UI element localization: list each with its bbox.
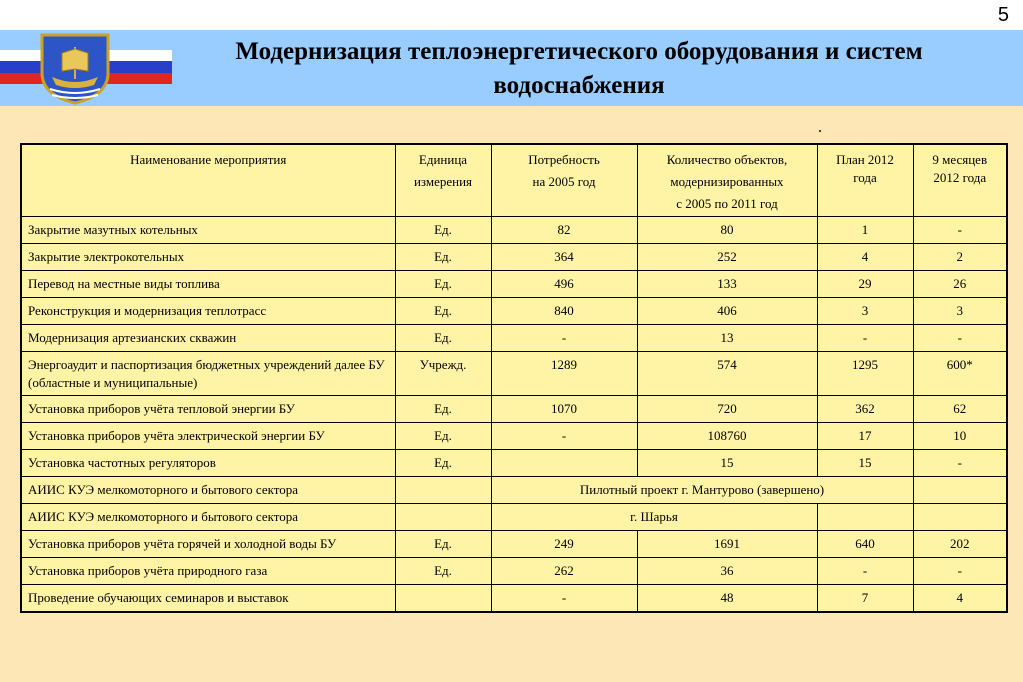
coat-of-arms-icon <box>38 33 112 105</box>
cell-need-2005: 82 <box>491 217 637 244</box>
table-row <box>21 450 1007 477</box>
cell-modernized: 133 <box>637 271 817 298</box>
cell-9-months: 26 <box>913 271 1007 298</box>
table-row-merged <box>21 477 1007 504</box>
cell-activity: Модернизация артезианских скважин <box>21 325 395 352</box>
modernization-table <box>20 143 1008 613</box>
header-unit: Единица измерения <box>395 144 491 217</box>
cell-plan-2012: 17 <box>817 423 913 450</box>
cell-unit: Ед. <box>395 423 491 450</box>
cell-modernized: 720 <box>637 396 817 423</box>
header-need-2005: Потребность на 2005 год <box>491 144 637 217</box>
header-9-months-2012: 9 месяцев 2012 года <box>913 144 1007 217</box>
cell-unit: Ед. <box>395 244 491 271</box>
cell-modernized: 406 <box>637 298 817 325</box>
cell-modernized: 13 <box>637 325 817 352</box>
header-activity-name: Наименование мероприятия <box>21 144 395 217</box>
cell-unit: Ед. <box>395 271 491 298</box>
cell-9-months: 202 <box>913 531 1007 558</box>
decorative-dot <box>819 130 821 132</box>
cell-unit: Учрежд. <box>395 352 491 396</box>
cell-unit: Ед. <box>395 396 491 423</box>
page-title: Модернизация теплоэнергетического оборудования и систем водоснабжения <box>235 38 923 99</box>
cell-activity: Установка приборов учёта электрической энергии БУ <box>21 423 395 450</box>
cell-9-months: - <box>913 450 1007 477</box>
cell-activity: АИИС КУЭ мелкомоторного и бытового сектора <box>21 504 395 531</box>
cell-need-2005: - <box>491 325 637 352</box>
header-objects-modernized: Количество объектов, модернизированных с 2005 по 2011 год <box>637 144 817 217</box>
cell-need-2005: 249 <box>491 531 637 558</box>
cell-need-2005: 1289 <box>491 352 637 396</box>
cell-plan-2012: 3 <box>817 298 913 325</box>
cell-modernized: 36 <box>637 558 817 585</box>
cell-9-months: - <box>913 558 1007 585</box>
cell-activity: Установка частотных регуляторов <box>21 450 395 477</box>
cell-9-months: 4 <box>913 585 1007 612</box>
cell-modernized: 108760 <box>637 423 817 450</box>
cell-need-2005 <box>491 450 637 477</box>
top-strip <box>0 0 1023 30</box>
cell-plan-2012: 7 <box>817 585 913 612</box>
table-header-row <box>21 144 1007 217</box>
cell-9-months: 3 <box>913 298 1007 325</box>
cell-need-2005: - <box>491 585 637 612</box>
table-row <box>21 217 1007 244</box>
cell-activity: Энергоаудит и паспортизация бюджетных учреждений далее БУ (областные и муниципальные) <box>21 352 395 396</box>
cell-plan-2012: 1 <box>817 217 913 244</box>
cell-activity: Реконструкция и модернизация теплотрасс <box>21 298 395 325</box>
cell-activity: Установка приборов учёта горячей и холодной воды БУ <box>21 531 395 558</box>
cell-unit: Ед. <box>395 298 491 325</box>
cell-activity: Перевод на местные виды топлива <box>21 271 395 298</box>
cell-need-2005: - <box>491 423 637 450</box>
cell-activity: АИИС КУЭ мелкомоторного и бытового сектора <box>21 477 395 504</box>
cell-need-2005: 840 <box>491 298 637 325</box>
cell-modernized: 574 <box>637 352 817 396</box>
cell-need-2005: 496 <box>491 271 637 298</box>
cell-activity: Установка приборов учёта природного газа <box>21 558 395 585</box>
cell-plan-2012: - <box>817 558 913 585</box>
cell-unit: Ед. <box>395 450 491 477</box>
cell-9-months: 600* <box>913 352 1007 396</box>
cell-empty <box>913 504 1007 531</box>
cell-unit: Ед. <box>395 325 491 352</box>
cell-plan-2012: 29 <box>817 271 913 298</box>
table-row <box>21 325 1007 352</box>
cell-unit <box>395 585 491 612</box>
cell-need-2005: 1070 <box>491 396 637 423</box>
cell-empty <box>913 477 1007 504</box>
modernization-table-container <box>20 143 1006 613</box>
cell-plan-2012: 4 <box>817 244 913 271</box>
cell-merged-note: г. Шарья <box>491 504 817 531</box>
cell-activity: Закрытие электрокотельных <box>21 244 395 271</box>
cell-plan-2012: 15 <box>817 450 913 477</box>
table-row <box>21 423 1007 450</box>
table-row <box>21 585 1007 612</box>
cell-plan-2012: 640 <box>817 531 913 558</box>
cell-modernized: 15 <box>637 450 817 477</box>
cell-modernized: 1691 <box>637 531 817 558</box>
cell-activity: Проведение обучающих семинаров и выставок <box>21 585 395 612</box>
cell-unit: Ед. <box>395 217 491 244</box>
cell-modernized: 80 <box>637 217 817 244</box>
table-row-merged <box>21 504 1007 531</box>
table-row <box>21 244 1007 271</box>
cell-plan-2012: 1295 <box>817 352 913 396</box>
slide-number: 5 <box>997 4 1009 26</box>
table-row <box>21 531 1007 558</box>
cell-unit: Ед. <box>395 558 491 585</box>
table-row <box>21 352 1007 396</box>
cell-plan-2012: 362 <box>817 396 913 423</box>
cell-9-months: 10 <box>913 423 1007 450</box>
cell-activity: Закрытие мазутных котельных <box>21 217 395 244</box>
table-row <box>21 558 1007 585</box>
cell-plan-2012: - <box>817 325 913 352</box>
cell-unit: Ед. <box>395 531 491 558</box>
cell-9-months: - <box>913 217 1007 244</box>
cell-modernized: 252 <box>637 244 817 271</box>
cell-empty <box>817 504 913 531</box>
cell-modernized: 48 <box>637 585 817 612</box>
cell-unit-empty <box>395 477 491 504</box>
header-plan-2012: План 2012 года <box>817 144 913 217</box>
cell-9-months: 62 <box>913 396 1007 423</box>
cell-merged-note: Пилотный проект г. Мантурово (завершено) <box>491 477 913 504</box>
cell-9-months: 2 <box>913 244 1007 271</box>
table-row <box>21 298 1007 325</box>
table-row <box>21 271 1007 298</box>
cell-9-months: - <box>913 325 1007 352</box>
cell-unit-empty <box>395 504 491 531</box>
cell-need-2005: 262 <box>491 558 637 585</box>
table-row <box>21 396 1007 423</box>
cell-need-2005: 364 <box>491 244 637 271</box>
cell-activity: Установка приборов учёта тепловой энергии БУ <box>21 396 395 423</box>
